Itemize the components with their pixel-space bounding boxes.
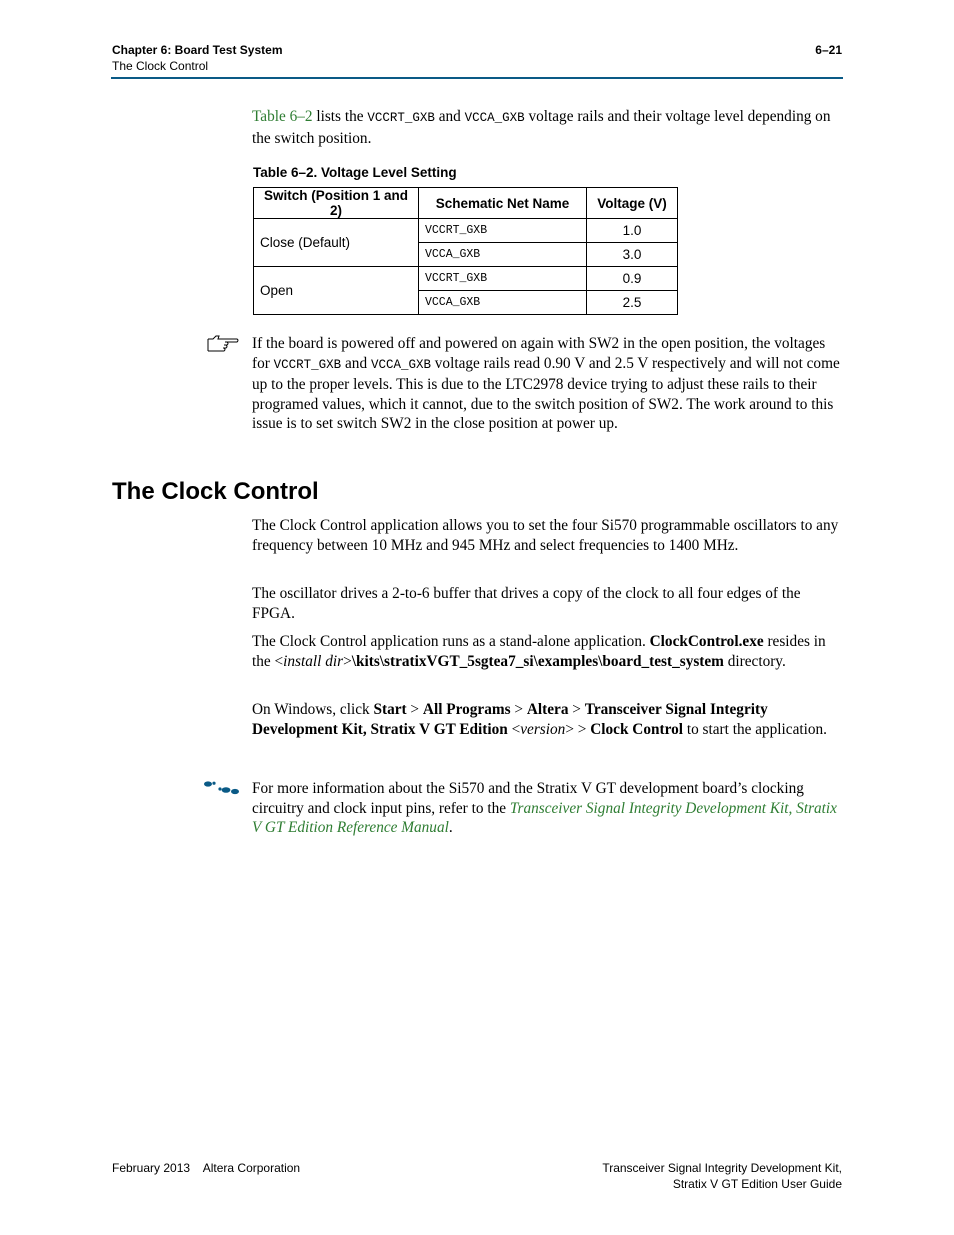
menu-separator: > [406,701,423,718]
net-cell: VCCRT_GXB [419,219,587,243]
note-text: and [341,354,371,372]
table-row [254,219,678,243]
body-text: < [507,720,521,738]
table-row [254,267,678,291]
body-text: The Clock Control application runs as a stand-alone application. [252,633,650,650]
intro-text: voltage rails and their voltage level depending on the switch position. [252,108,831,147]
paragraph-windows-start [252,700,842,739]
header-section: The Clock Control [112,59,209,73]
body-text: directory. [723,652,786,670]
info-text: . [448,819,453,836]
column-header: Schematic Net Name [419,188,587,219]
version-placeholder: version [520,720,566,738]
voltage-cell: 0.9 [587,267,678,291]
column-header: Voltage (V) [587,188,678,219]
menu-separator: > [510,701,527,718]
reference-manual-link[interactable]: Transceiver Signal Integrity Development Kit, Stratix V GT Edition Reference Manual [252,799,837,836]
header-page-number: 6–21 [815,43,842,57]
info-paragraph [252,779,842,838]
install-path: \kits\stratixVGT_5sgtea7_si\examples\board_test_system [351,652,724,670]
voltage-cell: 1.0 [587,219,678,243]
net-cell: VCCA_GXB [419,291,587,315]
body-text: On Windows, click [252,701,374,718]
footprints-icon [202,780,240,796]
intro-paragraph [252,107,842,148]
pointing-hand-icon [207,335,241,353]
paragraph-clock-control-intro: The Clock Control application allows you to set the four Si570 programmable oscillators to any frequency between 10 MHz and 945 MHz and select frequencies to 1400 MHz. [252,517,839,554]
note-paragraph [252,334,842,434]
intro-text: and [434,108,465,125]
rail-name: VCCRT_GXB [273,357,342,372]
net-cell: VCCA_GXB [419,243,587,267]
paragraph-oscillator: The oscillator drives a 2-to-6 buffer that drives a copy of the clock to all four edges of the FPGA. [252,585,801,622]
note-text: If the board is powered off and powered on again with SW2 in the open position, the voltages for [252,335,826,372]
body-text: resides in the < [252,633,826,670]
body-text: > [343,652,352,670]
rail-name: VCCA_GXB [464,111,525,125]
footer-date: February 2013 Altera Corporation [112,1161,301,1175]
menu-all-programs: All Programs [422,701,511,718]
info-text: For more information about the Si570 and the Stratix V GT development board’s clocking circuitry and clock input pins, refer to the [252,780,804,817]
body-text: > > [565,720,591,738]
rail-name: VCCA_GXB [370,357,431,372]
rail-name: VCCRT_GXB [367,111,435,125]
header-rule [111,77,843,79]
table-reference-link[interactable]: Table 6–2 [252,108,313,125]
exe-name: ClockControl.exe [649,633,764,650]
footer-title-line2: Stratix V GT Edition User Guide [672,1177,842,1191]
switch-cell: Close (Default) [254,219,419,267]
paragraph-install-path [252,632,842,671]
note-text: voltage rails read 0.90 V and 2.5 V respectively and will not come up to the proper levels. This is due to the LTC2978 device trying to adjust these rails to their programed values, which it cannot, due to the switch position of SW2. The work around to this issue is to set switch SW2 in the close position at power up. [252,354,840,432]
section-heading: The Clock Control [112,478,319,505]
voltage-cell: 3.0 [587,243,678,267]
switch-cell: Open [254,267,419,315]
table-header-row [254,188,678,219]
table-caption: Table 6–2. Voltage Level Setting [253,165,457,180]
install-dir: install dir [283,652,344,670]
voltage-level-table [253,187,678,315]
body-text: to start the application. [683,720,828,738]
column-header: Switch (Position 1 and 2) [254,188,419,219]
menu-separator: > [568,701,585,718]
voltage-cell: 2.5 [587,291,678,315]
footer-title-line1: Transceiver Signal Integrity Development Kit, [602,1161,842,1175]
menu-altera: Altera [526,701,569,718]
header-chapter: Chapter 6: Board Test System [112,43,283,57]
intro-text: lists the [312,108,368,125]
net-cell: VCCRT_GXB [419,267,587,291]
menu-clock-control: Clock Control [590,720,683,738]
menu-start: Start [373,701,407,718]
menu-kit: Transceiver Signal Integrity Development Kit, Stratix V GT Edition [252,701,768,738]
